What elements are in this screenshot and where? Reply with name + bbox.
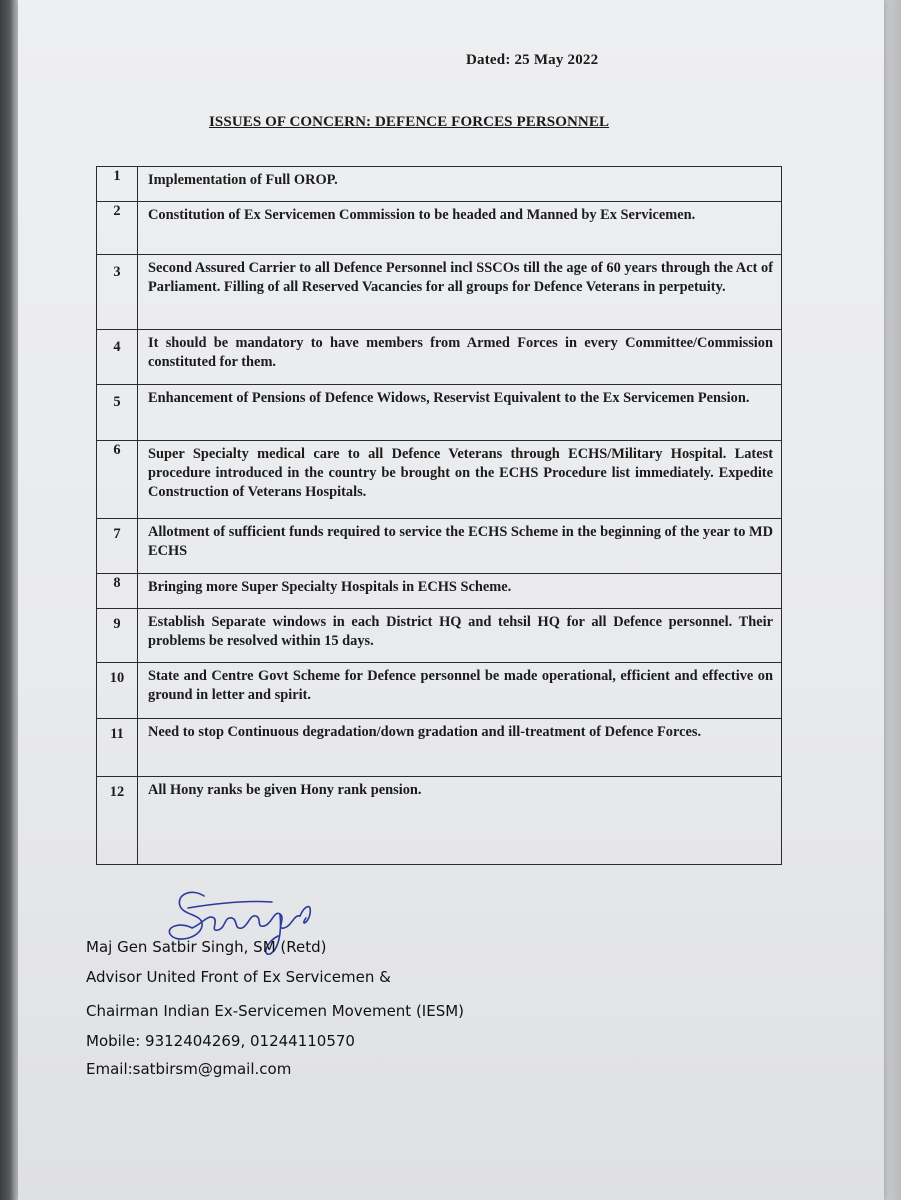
document-title: ISSUES OF CONCERN: DEFENCE FORCES PERSONNEL bbox=[209, 114, 610, 130]
issue-number: 3 bbox=[97, 255, 138, 330]
issue-number: 11 bbox=[97, 719, 138, 777]
issue-text: Constitution of Ex Servicemen Commission to be headed and Manned by Ex Servicemen. bbox=[138, 202, 782, 255]
issue-text: Bringing more Super Specialty Hospitals in ECHS Scheme. bbox=[138, 574, 782, 609]
table-row bbox=[97, 385, 782, 441]
issue-number: 2 bbox=[97, 202, 138, 255]
issue-number: 10 bbox=[97, 663, 138, 719]
table-row bbox=[97, 255, 782, 330]
signatory-title-2: Chairman Indian Ex-Servicemen Movement (IESM) bbox=[86, 1002, 465, 1020]
issue-text: State and Centre Govt Scheme for Defence personnel be made operational, efficient and effective on ground in letter and spirit. bbox=[138, 663, 782, 719]
issue-text: Allotment of sufficient funds required to service the ECHS Scheme in the beginning of the year to MD ECHS bbox=[138, 519, 782, 574]
issue-number: 6 bbox=[97, 441, 138, 519]
issue-number: 9 bbox=[97, 609, 138, 663]
table-row bbox=[97, 609, 782, 663]
table-row bbox=[97, 719, 782, 777]
issue-text: It should be mandatory to have members from Armed Forces in every Committee/Commission constituted for them. bbox=[138, 330, 782, 385]
issues-table bbox=[96, 166, 782, 865]
table-row bbox=[97, 330, 782, 385]
signatory-mobile: Mobile: 9312404269, 01244110570 bbox=[86, 1032, 355, 1050]
issue-text: Need to stop Continuous degradation/down gradation and ill-treatment of Defence Forces. bbox=[138, 719, 782, 777]
issue-text: Establish Separate windows in each District HQ and tehsil HQ for all Defence personnel. Their problems be resolved within 15 days. bbox=[138, 609, 782, 663]
issue-number: 4 bbox=[97, 330, 138, 385]
dated-line: Dated: 25 May 2022 bbox=[466, 52, 599, 68]
issue-number: 8 bbox=[97, 574, 138, 609]
table-row bbox=[97, 574, 782, 609]
table-row bbox=[97, 441, 782, 519]
issue-text: All Hony ranks be given Hony rank pension. bbox=[138, 777, 782, 865]
issue-text: Super Specialty medical care to all Defence Veterans through ECHS/Military Hospital. Latest procedure introduced in the country be brought on the ECHS Procedure list immediately. Expedite Construction of Veterans Hospitals. bbox=[138, 441, 782, 519]
signatory-title-1: Advisor United Front of Ex Servicemen & bbox=[86, 968, 391, 986]
table-row bbox=[97, 663, 782, 719]
issue-text: Implementation of Full OROP. bbox=[138, 167, 782, 202]
table-row bbox=[97, 777, 782, 865]
table-row bbox=[97, 167, 782, 202]
issue-text: Second Assured Carrier to all Defence Personnel incl SSCOs till the age of 60 years through the Act of Parliament. Filling of all Reserved Vacancies for all groups for Defence Veterans in perpetuity. bbox=[138, 255, 782, 330]
issue-number: 5 bbox=[97, 385, 138, 441]
table-row bbox=[97, 519, 782, 574]
signatory-name: Maj Gen Satbir Singh, SM (Retd) bbox=[86, 938, 327, 956]
issue-number: 1 bbox=[97, 167, 138, 202]
issue-text: Enhancement of Pensions of Defence Widows, Reservist Equivalent to the Ex Servicemen Pension. bbox=[138, 385, 782, 441]
signatory-email: Email:satbirsm@gmail.com bbox=[86, 1060, 292, 1078]
issue-number: 12 bbox=[97, 777, 138, 865]
issue-number: 7 bbox=[97, 519, 138, 574]
table-row bbox=[97, 202, 782, 255]
